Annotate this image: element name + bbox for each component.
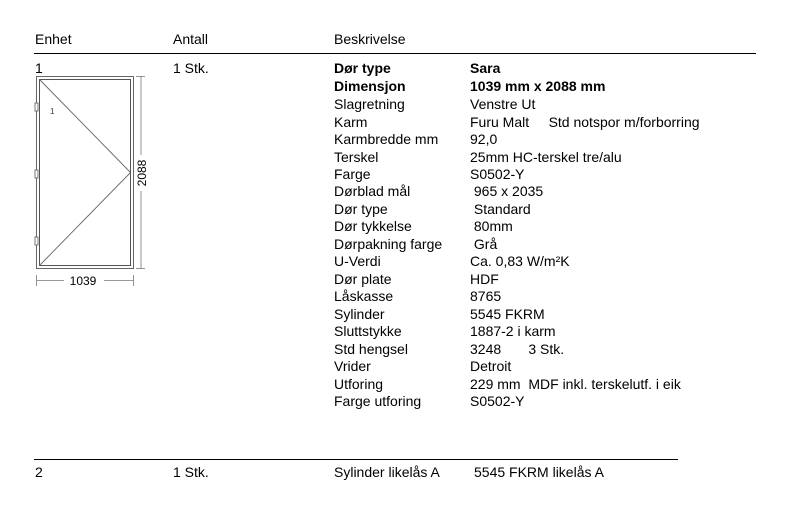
height-label: 2088: [135, 159, 149, 187]
spec-value: Furu Malt Std notspor m/forborring: [470, 114, 700, 130]
spec-value: 8765: [470, 288, 502, 304]
spec-label: Std hengsel: [334, 341, 408, 357]
spec-value: S0502-Y: [470, 393, 525, 409]
spec-label: Sluttstykke: [334, 323, 402, 339]
spec-value: 229 mm MDF inkl. terskelutf. i eik: [470, 376, 681, 392]
spec-label: Dør type: [334, 60, 391, 76]
spec-label: Dør tykkelse: [334, 218, 412, 234]
spec-label: Låskasse: [334, 288, 394, 304]
item2-value: 5545 FKRM likelås A: [474, 464, 604, 480]
spec-label: Dimensjon: [334, 78, 406, 94]
item2-label: Sylinder likelås A: [334, 464, 440, 480]
hinge-middle: [35, 170, 38, 178]
item2-unit: 2: [35, 464, 43, 480]
spec-value: Grå: [470, 236, 498, 252]
spec-label: Terskel: [334, 149, 379, 165]
header-divider: [34, 53, 756, 54]
spec-label: Dørblad mål: [334, 183, 411, 199]
spec-label: Farge: [334, 166, 371, 182]
header-unit: Enhet: [35, 31, 72, 47]
spec-value: Ca. 0,83 W/m²K: [470, 253, 570, 269]
door-frame-outer: [37, 77, 134, 269]
spec-label: Vrider: [334, 358, 371, 374]
spec-label: Karm: [334, 114, 368, 130]
spec-value: 5545 FKRM: [470, 306, 545, 322]
spec-value: 25mm HC-terskel tre/alu: [470, 149, 622, 165]
spec-label: Farge utforing: [334, 393, 422, 409]
spec-value: Detroit: [470, 358, 512, 374]
spec-value: 1887-2 i karm: [470, 323, 556, 339]
spec-value: Sara: [470, 60, 501, 76]
hinge-top: [35, 103, 38, 111]
spec-label: Dørpakning farge: [334, 236, 443, 252]
opening-line-bottom: [40, 173, 131, 266]
spec-value: Standard: [470, 201, 531, 217]
spec-label: U-Verdi: [334, 253, 381, 269]
door-drawing: [30, 75, 190, 295]
leaf-mark: 1: [50, 107, 55, 116]
spec-label: Slagretning: [334, 96, 405, 112]
spec-label: Utforing: [334, 376, 384, 392]
spec-value: 965 x 2035: [470, 183, 544, 199]
spec-label: Dør plate: [334, 271, 392, 287]
spec-value: 3248 3 Stk.: [470, 341, 565, 357]
spec-value: 92,0: [470, 131, 498, 147]
spec-label: Sylinder: [334, 306, 385, 322]
item1-qty: 1 Stk.: [173, 60, 209, 76]
item2-qty: 1 Stk.: [173, 464, 209, 480]
opening-line-top: [40, 80, 131, 173]
spec-value: HDF: [470, 271, 499, 287]
spec-label: Karmbredde mm: [334, 131, 439, 147]
item1-unit: 1: [35, 60, 43, 76]
item2-divider: [34, 459, 678, 460]
header-desc: Beskrivelse: [334, 31, 406, 47]
spec-value: 80mm: [470, 218, 513, 234]
header-qty: Antall: [173, 31, 209, 47]
width-label: 1039: [69, 274, 97, 288]
spec-value: Venstre Ut: [470, 96, 536, 112]
spec-value: S0502-Y: [470, 166, 525, 182]
spec-value: 1039 mm x 2088 mm: [470, 78, 606, 94]
hinge-bottom: [35, 237, 38, 245]
spec-label: Dør type: [334, 201, 388, 217]
